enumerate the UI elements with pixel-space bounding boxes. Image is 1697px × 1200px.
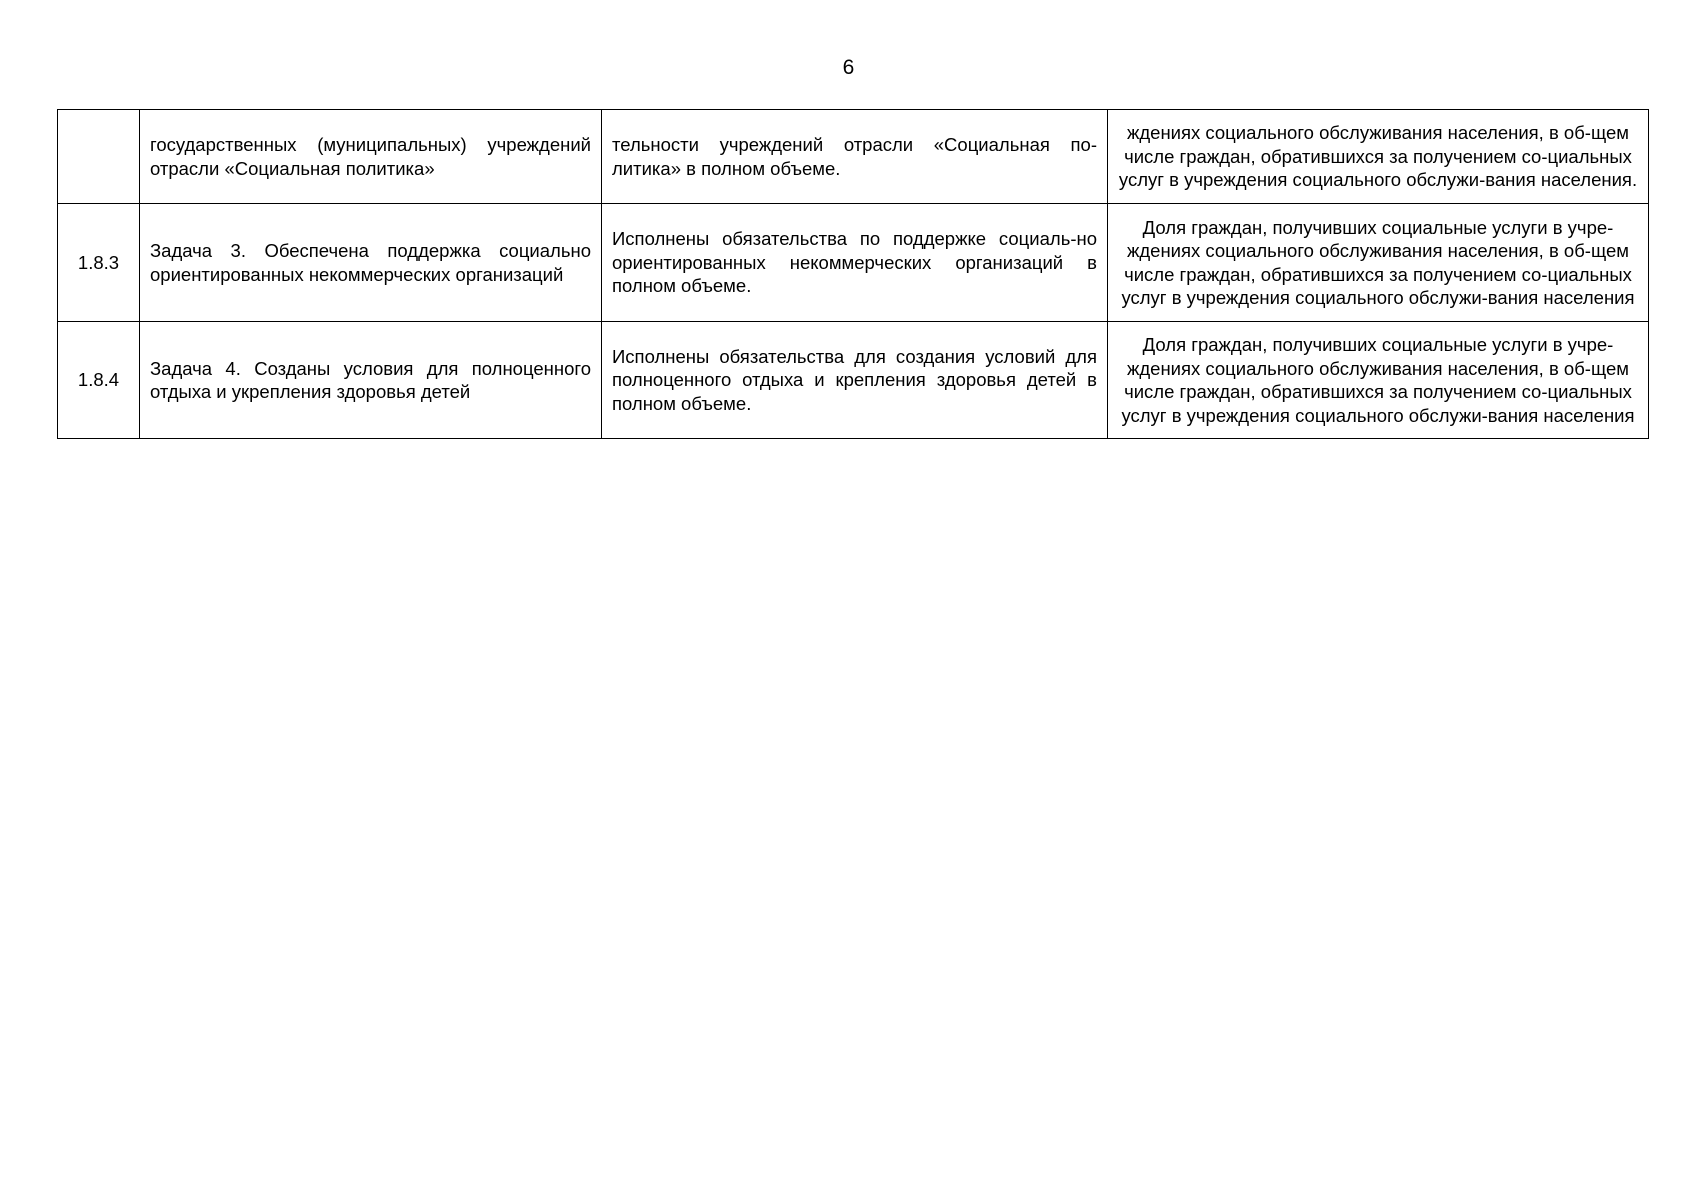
table-row — [58, 322, 1649, 439]
page-number: 6 — [842, 56, 855, 79]
task-cell: Задача 4. Созданы условия для полноценного отдыха и укрепления здоровья детей — [140, 322, 602, 439]
task-cell: государственных (муниципальных) учреждений отрасли «Социальная политика» — [140, 110, 602, 204]
result-cell: Исполнены обязательства для создания условий для полноценного отдыха и крепления здоровья детей в полном объеме. — [602, 322, 1108, 439]
row-number-cell: 1.8.4 — [58, 322, 140, 439]
row-number-cell: 1.8.3 — [58, 204, 140, 322]
indicator-cell: Доля граждан, получивших социальные услуги в учре-ждениях социального обслуживания населения, в об-щем числе граждан, обратившихся за получением со-циальных услуг в учреждения социального обслужи-вания населения — [1108, 204, 1649, 322]
indicator-cell: ждениях социального обслуживания населения, в об-щем числе граждан, обратившихся за получением со-циальных услуг в учреждения социального обслужи-вания населения. — [1108, 110, 1649, 204]
measures-table — [57, 109, 1649, 439]
result-cell: Исполнены обязательства по поддержке социаль-но ориентированных некоммерческих организаций в полном объеме. — [602, 204, 1108, 322]
table-row — [58, 204, 1649, 322]
task-cell: Задача 3. Обеспечена поддержка социально ориентированных некоммерческих организаций — [140, 204, 602, 322]
table-row — [58, 110, 1649, 204]
row-number-cell — [58, 110, 140, 204]
indicator-cell: Доля граждан, получивших социальные услуги в учре-ждениях социального обслуживания населения, в об-щем числе граждан, обратившихся за получением со-циальных услуг в учреждения социального обслужи-вания населения — [1108, 322, 1649, 439]
result-cell: тельности учреждений отрасли «Социальная по-литика» в полном объеме. — [602, 110, 1108, 204]
